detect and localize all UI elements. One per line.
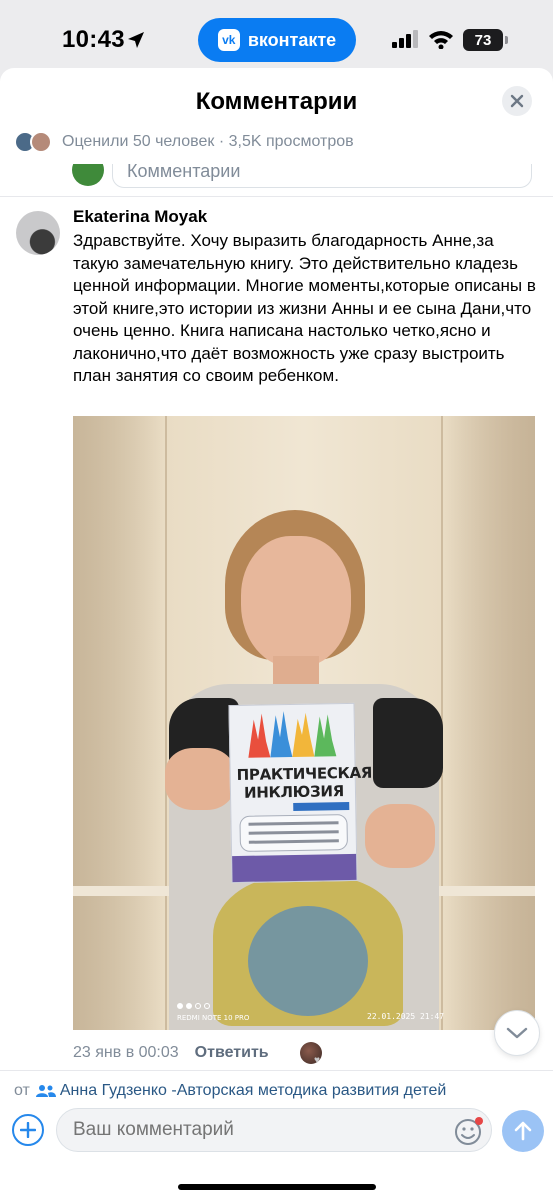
close-button[interactable] (502, 86, 532, 116)
comment-photo-attachment[interactable] (73, 416, 535, 1030)
arrow-up-icon (514, 1121, 532, 1141)
comment-meta (73, 1042, 269, 1064)
photo-wall-shadow (73, 416, 163, 1030)
photo-hand (165, 748, 235, 810)
app-pill-label: вконтакте (247, 29, 337, 50)
status-bar (0, 0, 553, 70)
comment-author-name[interactable]: Ekaterina Moyak (73, 207, 208, 226)
heart-icon: ♥ (314, 1055, 320, 1066)
sheet-title: Комментарии (195, 88, 358, 115)
comment-author-avatar[interactable] (16, 211, 60, 255)
reactions-stats[interactable] (14, 130, 354, 154)
return-to-app-pill[interactable] (198, 18, 356, 62)
from-label: от (14, 1081, 30, 1099)
cellular-signal-icon (392, 30, 420, 48)
wifi-icon (428, 29, 454, 49)
scroll-down-button[interactable] (494, 1010, 540, 1056)
send-button[interactable] (502, 1110, 544, 1152)
clock: 10:43 (62, 26, 125, 53)
photo-timestamp-watermark: 22.01.2025 21:47 (367, 1012, 445, 1021)
camera-model-watermark: REDMI NOTE 10 PRO (177, 1014, 250, 1022)
book-subtitle-line (249, 821, 339, 826)
users-icon (36, 1084, 56, 1098)
photo-shirt-sleeve (373, 698, 443, 788)
book-author-band (293, 802, 349, 811)
previous-comment-fragment (0, 164, 553, 196)
comment-composer (0, 1108, 553, 1168)
location-arrow-icon (126, 30, 146, 50)
post-as-selector[interactable] (0, 1070, 553, 1110)
comment-input[interactable] (56, 1108, 492, 1152)
book-painted-hands-art (240, 708, 345, 760)
book-subtitle-box (239, 814, 348, 852)
battery-indicator: 73 (463, 29, 503, 51)
chevron-down-icon (506, 1026, 528, 1040)
comment-text: Здравствуйте. Хочу выразить благодарность Анне,за такую замечательную книгу. Это действительно кладезь ценной информации. Многие моменты,которые описаны в этой книге,это истории из жизни Анны и ее сына Дани,что очень ценно. Книга написана настолько четко,ясно и лаконично,что даёт возможность уже сразу выстроить план занятия со своим ребенком. (73, 231, 536, 385)
close-icon (510, 94, 524, 108)
comments-sheet (0, 68, 553, 1200)
vk-logo-icon: vk (218, 29, 240, 51)
avatar (72, 164, 104, 186)
likers-avatars (14, 131, 54, 153)
comment-date: 23 янв в 00:03 (73, 1044, 179, 1061)
liker-avatar (30, 131, 52, 153)
divider (0, 196, 553, 197)
book-title: ПРАКТИЧЕСКАЯ ИНКЛЮЗИЯ (236, 763, 373, 802)
emoji-icon[interactable] (454, 1116, 484, 1146)
photo-girl-face (241, 536, 351, 668)
from-group-link[interactable] (36, 1082, 446, 1100)
photo-shirt-print (248, 906, 368, 1016)
plus-icon (20, 1122, 36, 1138)
stats-text: Оценили 50 человек · 3,5K просмотров (62, 133, 354, 150)
photo-book-cover (228, 703, 373, 883)
book-subtitle-line (249, 839, 339, 844)
book-subtitle-line (249, 830, 339, 835)
reply-button[interactable]: Ответить (194, 1044, 269, 1061)
photo-wall-shadow (445, 416, 535, 1030)
photo-door-edge (165, 416, 167, 1030)
previous-comment-field: Комментарии (112, 164, 532, 188)
photo-hand (365, 804, 435, 868)
from-group-name: Анна Гудзенко -Авторская методика развития детей (59, 1081, 447, 1099)
camera-watermark-dots (177, 1003, 210, 1009)
book-bottom-band (232, 854, 356, 882)
attach-button[interactable] (12, 1114, 44, 1146)
home-indicator (178, 1184, 376, 1190)
